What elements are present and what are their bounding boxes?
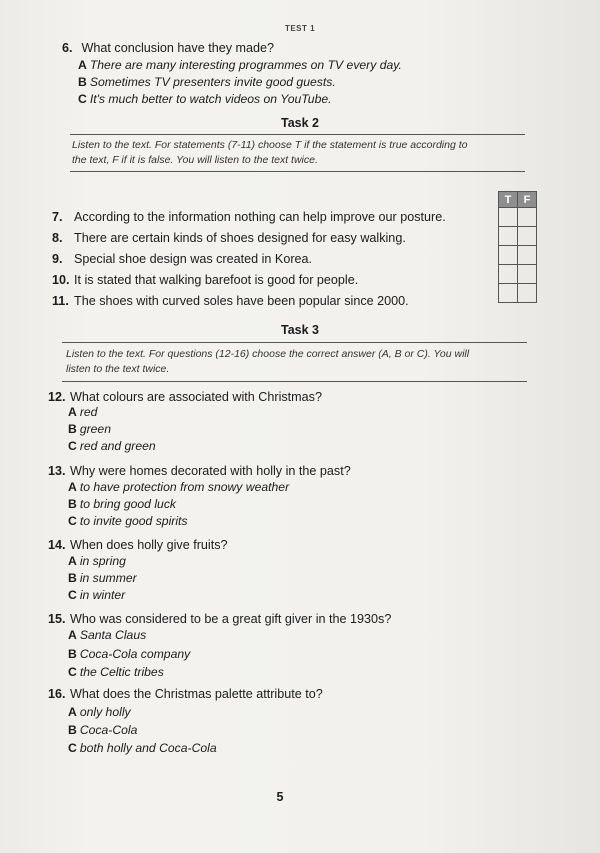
divider xyxy=(62,342,527,343)
page-number: 5 xyxy=(276,790,284,804)
question-13: 13. Why were homes decorated with holly in the past? xyxy=(48,464,351,478)
q12-option-b: B green xyxy=(68,422,111,436)
answer-box-8-t[interactable] xyxy=(499,227,518,246)
q12-option-a: A red xyxy=(68,405,98,419)
q13-option-a: A to have protection from snowy weather xyxy=(68,480,290,494)
q12-option-c: C red and green xyxy=(68,439,156,453)
question-12: 12. What colours are associated with Christmas? xyxy=(48,390,322,404)
q13-option-c: C to invite good spirits xyxy=(68,514,188,528)
q14-option-c: C in winter xyxy=(68,588,126,602)
divider xyxy=(70,171,525,172)
answer-box-11-f[interactable] xyxy=(518,284,537,303)
task-2-title: Task 2 xyxy=(281,116,319,130)
answer-box-9-t[interactable] xyxy=(499,246,518,265)
q16-option-a: A only holly xyxy=(68,705,131,719)
question-number: 6. xyxy=(62,41,73,55)
q15-option-b: B Coca-Cola company xyxy=(68,647,191,661)
answer-box-7-f[interactable] xyxy=(518,208,537,227)
page-header: TEST 1 xyxy=(284,24,316,33)
divider xyxy=(62,381,527,382)
question-14: 14. When does holly give fruits? xyxy=(48,538,228,552)
q16-option-c: C both holly and Coca-Cola xyxy=(68,741,217,755)
task-3-instruction: Listen to the text. For questions (12-16) choose the correct answer (A, B or C). You will listen to the text twice. xyxy=(66,348,470,375)
q15-option-c: C the Celtic tribes xyxy=(68,665,164,679)
divider xyxy=(70,134,525,135)
answer-box-10-t[interactable] xyxy=(499,265,518,284)
answer-box-11-t[interactable] xyxy=(499,284,518,303)
question-15: 15. Who was considered to be a great gift giver in the 1930s? xyxy=(48,612,392,626)
statement-10: 10. It is stated that walking barefoot is good for people. xyxy=(52,273,359,287)
q6-option-b: B Sometimes TV presenters invite good guests. xyxy=(78,75,336,89)
false-column-header: F xyxy=(518,192,537,208)
task-2-instruction: Listen to the text. For statements (7-11) choose T if the statement is true according to the text, F if it is false. You will listen to the text twice. xyxy=(72,139,468,166)
answer-box-7-t[interactable] xyxy=(499,208,518,227)
q6-option-a: A There are many interesting programmes on TV every day. xyxy=(78,58,402,72)
task-3-title: Task 3 xyxy=(281,323,319,337)
question-16: 16. What does the Christmas palette attribute to? xyxy=(48,687,323,701)
true-false-grid xyxy=(498,191,537,303)
q13-option-b: B to bring good luck xyxy=(68,497,177,511)
q15-option-a: A Santa Claus xyxy=(68,628,147,642)
statement-7: 7. According to the information nothing can help improve our posture. xyxy=(52,210,446,224)
question-text: What conclusion have they made? xyxy=(81,41,275,55)
answer-box-9-f[interactable] xyxy=(518,246,537,265)
statement-8: 8. There are certain kinds of shoes designed for easy walking. xyxy=(52,231,406,245)
statement-9: 9. Special shoe design was created in Korea. xyxy=(52,252,313,266)
q16-option-b: B Coca-Cola xyxy=(68,723,138,737)
answer-box-10-f[interactable] xyxy=(518,265,537,284)
true-column-header: T xyxy=(499,192,518,208)
question-6 xyxy=(62,40,274,56)
q14-option-a: A in spring xyxy=(68,554,126,568)
q6-option-c: C It's much better to watch videos on YouTube. xyxy=(78,92,332,106)
q14-option-b: B in summer xyxy=(68,571,137,585)
statement-11: 11. The shoes with curved soles have been popular since 2000. xyxy=(52,294,409,308)
answer-box-8-f[interactable] xyxy=(518,227,537,246)
